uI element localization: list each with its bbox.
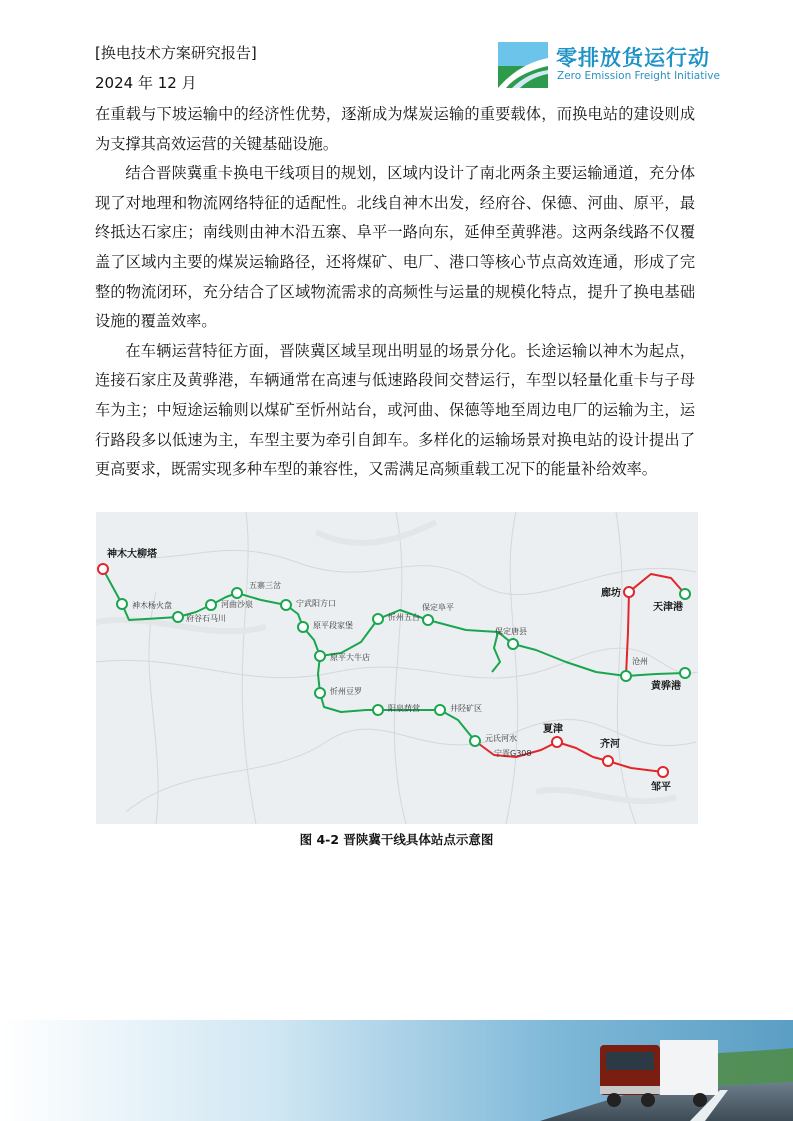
- station-label: 神木杨火盘: [132, 601, 172, 610]
- station-label: 神木大柳塔: [107, 549, 157, 560]
- report-date: 2024 年 12 月: [95, 74, 197, 92]
- logo-en: Zero Emission Freight Initiative: [557, 70, 720, 82]
- footer-banner: [0, 1020, 793, 1121]
- station-marker: [658, 767, 668, 777]
- zefi-logo: [498, 42, 720, 90]
- station-label: 沧州: [632, 657, 648, 666]
- station-label: 井陉矿区: [450, 704, 482, 713]
- station-label: 宁武阳方口: [296, 599, 336, 608]
- station-label: 原平段家堡: [313, 621, 353, 630]
- station-marker: [621, 671, 631, 681]
- figure-caption: 图 4-2 晋陕冀干线具体站点示意图: [299, 832, 494, 847]
- report-title: [换电技术方案研究报告]: [95, 44, 257, 62]
- logo-mark-icon: [498, 42, 548, 88]
- station-label: 府谷石马川: [186, 614, 226, 623]
- station-label: 宁晋G308: [494, 749, 532, 758]
- station-marker: [98, 564, 108, 574]
- paragraph-3: 在车辆运营特征方面，晋陕冀区域呈现出明显的场景分化。长途运输以神木为起点，连接石家庄及黄骅港，车辆通常在高速与低速路段间交替运行，车型以轻量化重卡与子母车为主；中短途运输则以煤矿至忻州站台，或河曲、保德等地至周边电厂的运输为主，运行路段多以低速为主，车型主要为牵引自卸车。多样化的运输场景对换电站的设计提出了更高要求，既需实现多种车型的兼容性，又需满足高频重载工况下的能量补给效率。: [95, 341, 695, 479]
- station-marker: [298, 622, 308, 632]
- station-label: 保定阜平: [422, 603, 454, 612]
- station-marker: [680, 668, 690, 678]
- station-marker: [680, 589, 690, 599]
- station-label: 忻州豆罗: [330, 687, 362, 696]
- paragraph-2: 结合晋陕冀重卡换电干线项目的规划，区域内设计了南北两条主要运输通道，充分体现了对地理和物流网络特征的适配性。北线自神木出发，经府谷、保德、河曲、原平，最终抵达石家庄；南线则由神木沿五寨、阜平一路向东，延伸至黄骅港。这两条线路不仅覆盖了区域内主要的煤炭运输路径，还将煤矿、电厂、港口等核心节点高效连通，形成了完整的物流闭环，充分结合了区域物流需求的高频性与运量的规模化特点，提升了换电基础设施的覆盖效率。: [95, 164, 695, 331]
- station-marker: [373, 705, 383, 715]
- station-marker: [315, 651, 325, 661]
- station-marker: [423, 615, 433, 625]
- station-label: 齐河: [600, 739, 620, 750]
- station-label: 夏津: [543, 724, 563, 735]
- body-text: [95, 100, 695, 485]
- station-label: 廊坊: [601, 588, 621, 599]
- station-marker: [373, 614, 383, 624]
- station-marker: [117, 599, 127, 609]
- station-marker: [232, 588, 242, 598]
- station-label: 忻州五台: [388, 613, 420, 622]
- station-marker: [470, 736, 480, 746]
- station-marker: [315, 688, 325, 698]
- station-marker: [508, 639, 518, 649]
- station-label: 原平大牛店: [330, 653, 370, 662]
- station-marker: [435, 705, 445, 715]
- station-label: 五寨三岔: [249, 581, 281, 590]
- station-marker: [173, 612, 183, 622]
- route-map: [96, 512, 698, 824]
- logo-cn: 零排放货运行动: [556, 46, 710, 70]
- station-marker: [552, 737, 562, 747]
- station-label: 阳泉荫营: [388, 704, 420, 713]
- station-marker: [603, 756, 613, 766]
- station-label: 元氏河水: [485, 734, 517, 743]
- station-label: 黄骅港: [651, 681, 681, 692]
- station-label: 邹平: [651, 782, 671, 793]
- station-marker: [206, 600, 216, 610]
- station-label: 河曲沙泉: [221, 600, 253, 609]
- station-marker: [624, 587, 634, 597]
- paragraph-1: 在重载与下坡运输中的经济性优势，逐渐成为煤炭运输的重要载体，而换电站的建设则成为支撑其高效运营的关键基础设施。: [95, 105, 695, 153]
- station-label: 保定唐县: [495, 627, 527, 636]
- station-marker: [281, 600, 291, 610]
- station-label: 天津港: [653, 602, 683, 613]
